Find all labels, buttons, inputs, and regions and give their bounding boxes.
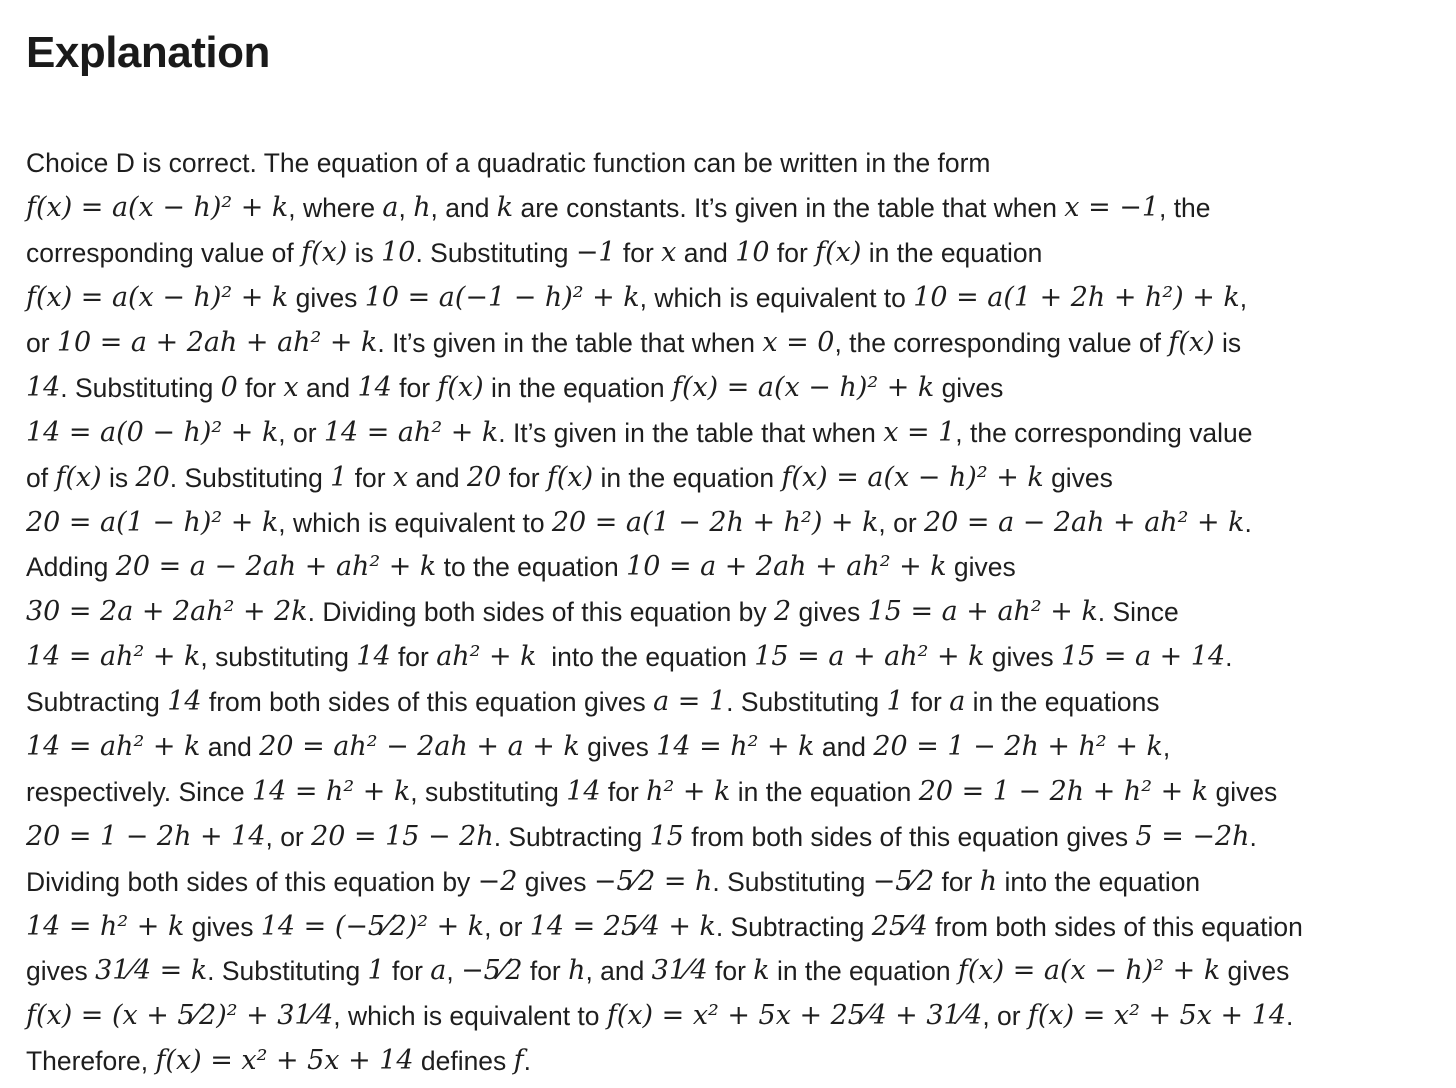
text-run: , substituting (200, 642, 357, 673)
text-run: for (707, 956, 754, 987)
text-run: , and (430, 193, 497, 224)
text-run: . (523, 1046, 531, 1077)
text-run: gives (184, 911, 261, 942)
math-expression: f(x) (55, 461, 102, 493)
text-run: , the corresponding value of (834, 328, 1169, 358)
math-expression: 1 (330, 461, 348, 493)
text-run: is (101, 462, 136, 493)
text-run: is (1214, 328, 1242, 358)
text-line (26, 994, 1436, 1039)
math-expression: 20 = 1 − 2h + 14 (26, 820, 266, 852)
text-run: in the equation (730, 776, 919, 807)
text-run: into the equation (997, 866, 1201, 897)
math-expression: f (513, 1045, 524, 1077)
text-run: , or (982, 1001, 1028, 1032)
math-expression: 25⁄4 (871, 910, 928, 942)
text-line (26, 141, 1436, 186)
math-expression: a (382, 192, 399, 224)
text-line (26, 455, 1436, 500)
text-run: . (1225, 642, 1233, 673)
text-run: corresponding value of (26, 238, 302, 269)
text-run: is (347, 238, 382, 269)
math-expression: 31⁄4 (651, 955, 708, 987)
text-run: and (814, 732, 874, 763)
text-line (26, 590, 1436, 635)
text-run: , or (265, 821, 312, 852)
math-expression: a (430, 955, 447, 987)
math-expression: x = 1 (883, 416, 956, 448)
text-run: . It’s given in the table that when (498, 417, 884, 448)
math-expression: f(x) = (x + 5⁄2)² + 31⁄4 (26, 1000, 334, 1032)
math-expression: f(x) = a(x − h)² + k (26, 282, 289, 314)
math-expression: f(x) = a(x − h)² + k (957, 955, 1221, 987)
text-run: in the equation (769, 956, 958, 987)
text-run: . (1286, 1001, 1294, 1032)
math-expression: 14 = ah² + k (323, 416, 499, 448)
math-expression: f(x) = x² + 5x + 25⁄4 + 31⁄4 (606, 1000, 983, 1032)
text-run: in the equation (483, 372, 672, 403)
math-expression: 15 (649, 820, 684, 852)
text-run: . Substituting (726, 687, 887, 718)
math-expression: 10 (381, 237, 416, 269)
text-run: , which is equivalent to (333, 1001, 607, 1032)
math-expression: ah² + k (436, 641, 537, 673)
text-run: . Subtracting (715, 911, 872, 942)
text-run: for (501, 462, 547, 493)
math-expression: 14 (357, 371, 392, 403)
math-expression: f(x) = x² + 5x + 14 (155, 1045, 414, 1077)
text-run: gives (26, 956, 96, 987)
math-expression: a = 1 (653, 686, 727, 718)
math-expression: a (949, 686, 966, 718)
text-line (26, 365, 1436, 410)
text-run: , the (1158, 193, 1211, 224)
text-run: gives (946, 552, 1016, 583)
math-expression: 14 = (−5⁄2)² + k (260, 910, 485, 942)
page-title: Explanation (26, 28, 270, 77)
math-expression: 14 (167, 686, 202, 718)
text-run: and (298, 372, 358, 403)
math-expression: k (496, 192, 514, 224)
text-run: for (769, 238, 816, 269)
math-expression: 20 = 15 − 2h (311, 820, 494, 852)
text-run: and (200, 732, 260, 763)
math-expression: 14 (566, 775, 601, 807)
text-run: for (347, 462, 393, 493)
math-expression: f(x) (437, 371, 484, 403)
math-expression: 10 = a + 2ah + ah² + k (56, 327, 378, 358)
math-expression: x = −1 (1064, 192, 1159, 224)
text-line (26, 769, 1436, 814)
math-expression: 10 (735, 237, 770, 269)
math-expression: f(x) = x² + 5x + 14 (1027, 1000, 1287, 1032)
text-run: , or (278, 417, 324, 448)
text-run: . Dividing both sides of this equation by (307, 597, 774, 628)
math-expression: 14 (26, 371, 61, 403)
text-run: , where (288, 193, 383, 224)
math-expression: h² + k (646, 775, 731, 807)
math-expression: 20 = a − 2ah + ah² + k (924, 506, 1245, 538)
math-expression: 20 (135, 461, 170, 493)
text-run: for (522, 956, 569, 987)
text-line (26, 904, 1436, 949)
text-run: gives (934, 372, 1004, 403)
math-expression: 15 = a + ah² + k (867, 596, 1098, 628)
text-run: . Substituting (712, 866, 873, 897)
text-run: in the equation (593, 462, 782, 493)
math-expression: x = 0 (762, 327, 835, 358)
math-expression: 14 = ah² + k (26, 731, 201, 763)
text-line (26, 321, 1436, 366)
math-expression: −5⁄2 (872, 865, 935, 897)
text-run: , or (484, 911, 530, 942)
math-expression: −2 (477, 865, 518, 897)
text-line (26, 231, 1436, 276)
text-run: for (600, 776, 647, 807)
text-run: Dividing both sides of this equation by (26, 866, 478, 897)
text-run: , and (585, 956, 652, 987)
math-expression: 14 = h² + k (656, 731, 815, 763)
text-run: in the equation (861, 238, 1043, 269)
math-expression: −5⁄2 = h (593, 865, 713, 897)
text-run: or (26, 328, 57, 358)
text-run: defines (413, 1046, 514, 1077)
text-run: Adding (26, 552, 116, 583)
math-expression: 14 = h² + k (252, 775, 411, 807)
math-expression: 0 (220, 371, 238, 403)
math-expression: k (753, 955, 770, 987)
text-run: , which is equivalent to (639, 283, 914, 314)
math-expression: f(x) = a(x − h)² + k (781, 461, 1044, 493)
text-run: , (398, 193, 414, 224)
text-run: . It’s given in the table that when (377, 328, 763, 358)
text-run: Choice D is correct. The equation of a quadratic function can be written in the form (26, 148, 991, 179)
text-run: are constants. It’s given in the table that when (513, 193, 1065, 224)
text-run: , or (878, 507, 925, 538)
math-expression: 1 (367, 955, 385, 987)
math-expression: 10 = a(−1 − h)² + k (364, 282, 640, 314)
text-run: and (676, 238, 736, 269)
math-expression: 15 = a + ah² + k (754, 641, 985, 673)
text-run: . Substituting (169, 462, 331, 493)
text-run: , (1162, 732, 1171, 763)
text-run: gives (517, 866, 594, 897)
math-expression: 10 = a + 2ah + ah² + k (626, 551, 947, 583)
text-run: of (26, 462, 56, 493)
text-run: for (237, 372, 284, 403)
text-run: , substituting (410, 776, 567, 807)
math-expression: f(x) (1168, 327, 1215, 358)
text-run: , the corresponding value (955, 417, 1253, 448)
math-expression: 14 (356, 641, 391, 673)
math-expression: 20 = a − 2ah + ah² + k (115, 551, 437, 583)
text-run: . (1249, 821, 1257, 852)
text-run: for (391, 372, 438, 403)
text-run: into the equation (536, 642, 755, 673)
math-expression: 20 = 1 − 2h + h² + k (918, 775, 1209, 807)
text-run: gives (1043, 462, 1113, 493)
text-run: . Since (1097, 597, 1179, 628)
text-line (26, 276, 1436, 321)
math-expression: 2 (773, 596, 792, 628)
text-line (26, 949, 1436, 994)
text-line (26, 410, 1436, 455)
text-run: . Substituting (415, 238, 576, 269)
text-line (26, 186, 1436, 231)
math-expression: 30 = 2a + 2ah² + 2k (26, 596, 308, 628)
text-run: . Substituting (207, 956, 368, 987)
math-expression: 1 (886, 686, 904, 718)
math-expression: 15 = a + 14 (1060, 641, 1226, 673)
math-expression: 10 = a(1 + 2h + h²) + k (913, 282, 1240, 314)
text-run: from both sides of this equation (927, 911, 1303, 942)
math-expression: f(x) = a(x − h)² + k (671, 371, 935, 403)
text-run: gives (579, 732, 657, 763)
math-expression: 20 = ah² − 2ah + a + k (259, 731, 580, 763)
math-expression: h (568, 955, 586, 987)
math-expression: x (283, 371, 299, 403)
text-line (26, 545, 1436, 590)
text-run: , (1239, 283, 1248, 314)
math-expression: 14 = h² + k (26, 910, 185, 942)
text-run: gives (288, 283, 365, 314)
math-expression: f(x) (815, 237, 862, 269)
text-run: . (1244, 507, 1252, 538)
math-expression: 5 = −2h (1135, 820, 1250, 852)
math-expression: 14 = a(0 − h)² + k (26, 416, 279, 448)
text-run: Therefore, (26, 1046, 156, 1077)
math-expression: −5⁄2 (461, 955, 523, 987)
text-run: gives (1220, 956, 1290, 987)
math-expression: f(x) (546, 461, 594, 493)
text-run: respectively. Since (26, 776, 253, 807)
math-expression: f(x) = a(x − h)² + k (26, 192, 289, 224)
text-line (26, 725, 1436, 770)
text-line (26, 500, 1436, 545)
text-run: for (390, 642, 437, 673)
math-expression: −1 (575, 237, 616, 269)
math-expression: x (661, 237, 677, 269)
text-run: gives (1208, 776, 1278, 807)
text-run: in the equations (965, 687, 1160, 718)
text-run: from both sides of this equation gives (201, 687, 654, 718)
math-expression: 20 = 1 − 2h + h² + k (873, 731, 1163, 763)
text-run: Subtracting (26, 687, 168, 718)
text-run: and (408, 462, 467, 493)
text-run: gives (791, 597, 868, 628)
text-line (26, 1039, 1436, 1084)
text-run: , which is equivalent to (278, 507, 552, 538)
math-expression: x (392, 461, 409, 493)
text-run: for (615, 238, 662, 269)
text-run: from both sides of this equation gives (683, 821, 1136, 852)
math-expression: 31⁄4 = k (95, 955, 208, 987)
math-expression: 14 = ah² + k (26, 641, 201, 673)
text-line (26, 859, 1436, 904)
text-run: gives (984, 642, 1061, 673)
math-expression: h (413, 192, 431, 224)
text-line (26, 814, 1436, 859)
text-run: for (903, 687, 950, 718)
explanation-body (26, 141, 1438, 1084)
text-run: . Substituting (60, 372, 221, 403)
text-line (26, 635, 1436, 680)
math-expression: f(x) (301, 237, 348, 269)
text-run: . Subtracting (493, 821, 650, 852)
text-run: for (934, 866, 980, 897)
math-expression: h (979, 865, 998, 897)
math-expression: 20 = a(1 − 2h + h²) + k (551, 506, 879, 538)
text-line (26, 680, 1436, 725)
math-expression: 20 (466, 461, 502, 493)
math-expression: 20 = a(1 − h)² + k (26, 506, 279, 538)
text-run: for (384, 956, 431, 987)
math-expression: 14 = 25⁄4 + k (529, 910, 716, 942)
text-run: to the equation (436, 552, 627, 583)
text-run: , (446, 956, 462, 987)
